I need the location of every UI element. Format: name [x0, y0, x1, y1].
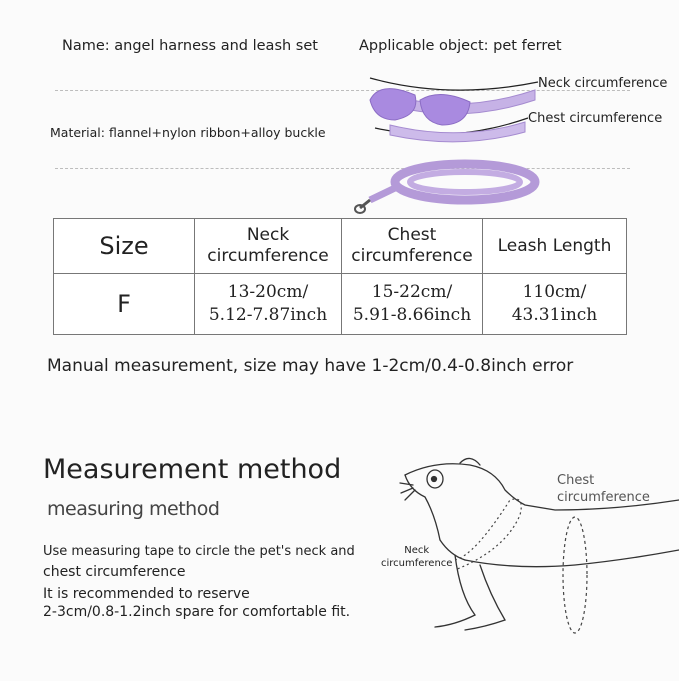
neck-circumference-label: Neck circumference — [538, 76, 668, 91]
header-chest — [342, 219, 483, 274]
ferret-whiskers — [400, 483, 415, 500]
applicable-object: Applicable object: pet ferret — [359, 38, 562, 54]
ferret-neck-label-line2: circumference — [381, 558, 453, 569]
neck-measure-line — [370, 78, 538, 90]
header-neck-line2: circumference — [207, 246, 329, 267]
ferret-front-leg-2 — [465, 565, 505, 630]
leash-loop — [410, 172, 520, 192]
wing-right — [420, 94, 470, 125]
chest-value-inch: 5.91-8.66inch — [352, 305, 472, 326]
instruction-line-4: 2-3cm/0.8-1.2inch spare for comfortable fit. — [43, 604, 351, 620]
ferret-pupil — [432, 477, 437, 482]
table-row — [54, 274, 627, 335]
chest-measure-loop — [563, 517, 587, 633]
instruction-line-3: It is recommended to reserve — [43, 586, 250, 602]
header-leash: Leash Length — [483, 219, 627, 274]
ferret-chest-label — [557, 472, 650, 506]
leash-end — [370, 188, 395, 200]
header-neck-line1: Neck — [246, 225, 290, 246]
ferret-neck-label-line1: Neck — [404, 545, 430, 556]
chest-circumference-label: Chest circumference — [528, 111, 663, 126]
header-neck — [195, 219, 342, 274]
harness-leash-image — [350, 70, 550, 220]
ferret-neck-label — [381, 544, 452, 570]
measurement-title: Measurement method — [43, 454, 342, 485]
ferret-chest-label-line1: Chest — [557, 473, 595, 488]
material-text: Material: flannel+nylon ribbon+alloy buckle — [50, 125, 326, 140]
neck-value-cm: 13-20cm/ — [227, 282, 309, 303]
cell-chest — [342, 274, 483, 335]
cell-size — [54, 274, 195, 335]
cell-neck — [195, 274, 342, 335]
leash-value-cm: 110cm/ — [522, 282, 587, 303]
header-chest-line1: Chest — [387, 225, 437, 246]
measurement-subtitle: measuring method — [47, 498, 220, 520]
ferret-belly — [465, 550, 679, 567]
measurement-error-note: Manual measurement, size may have 1-2cm/0.4-0.8inch error — [47, 356, 574, 376]
product-name: Name: angel harness and leash set — [62, 38, 318, 54]
size-value: F — [117, 290, 131, 319]
size-table — [53, 218, 627, 335]
chest-value-cm: 15-22cm/ — [371, 282, 453, 303]
cell-leash — [483, 274, 627, 335]
header-size — [54, 219, 195, 274]
ferret-chest-label-line2: circumference — [557, 490, 650, 505]
instruction-line-2: chest circumference — [43, 564, 186, 580]
wing-left — [370, 89, 416, 120]
leash-value-inch: 43.31inch — [511, 305, 598, 326]
header-size-text: Size — [99, 232, 149, 261]
neck-value-inch: 5.12-7.87inch — [208, 305, 328, 326]
instruction-line-1: Use measuring tape to circle the pet's neck and — [43, 544, 355, 559]
header-chest-line2: circumference — [351, 246, 473, 267]
table-header-row — [54, 219, 627, 274]
